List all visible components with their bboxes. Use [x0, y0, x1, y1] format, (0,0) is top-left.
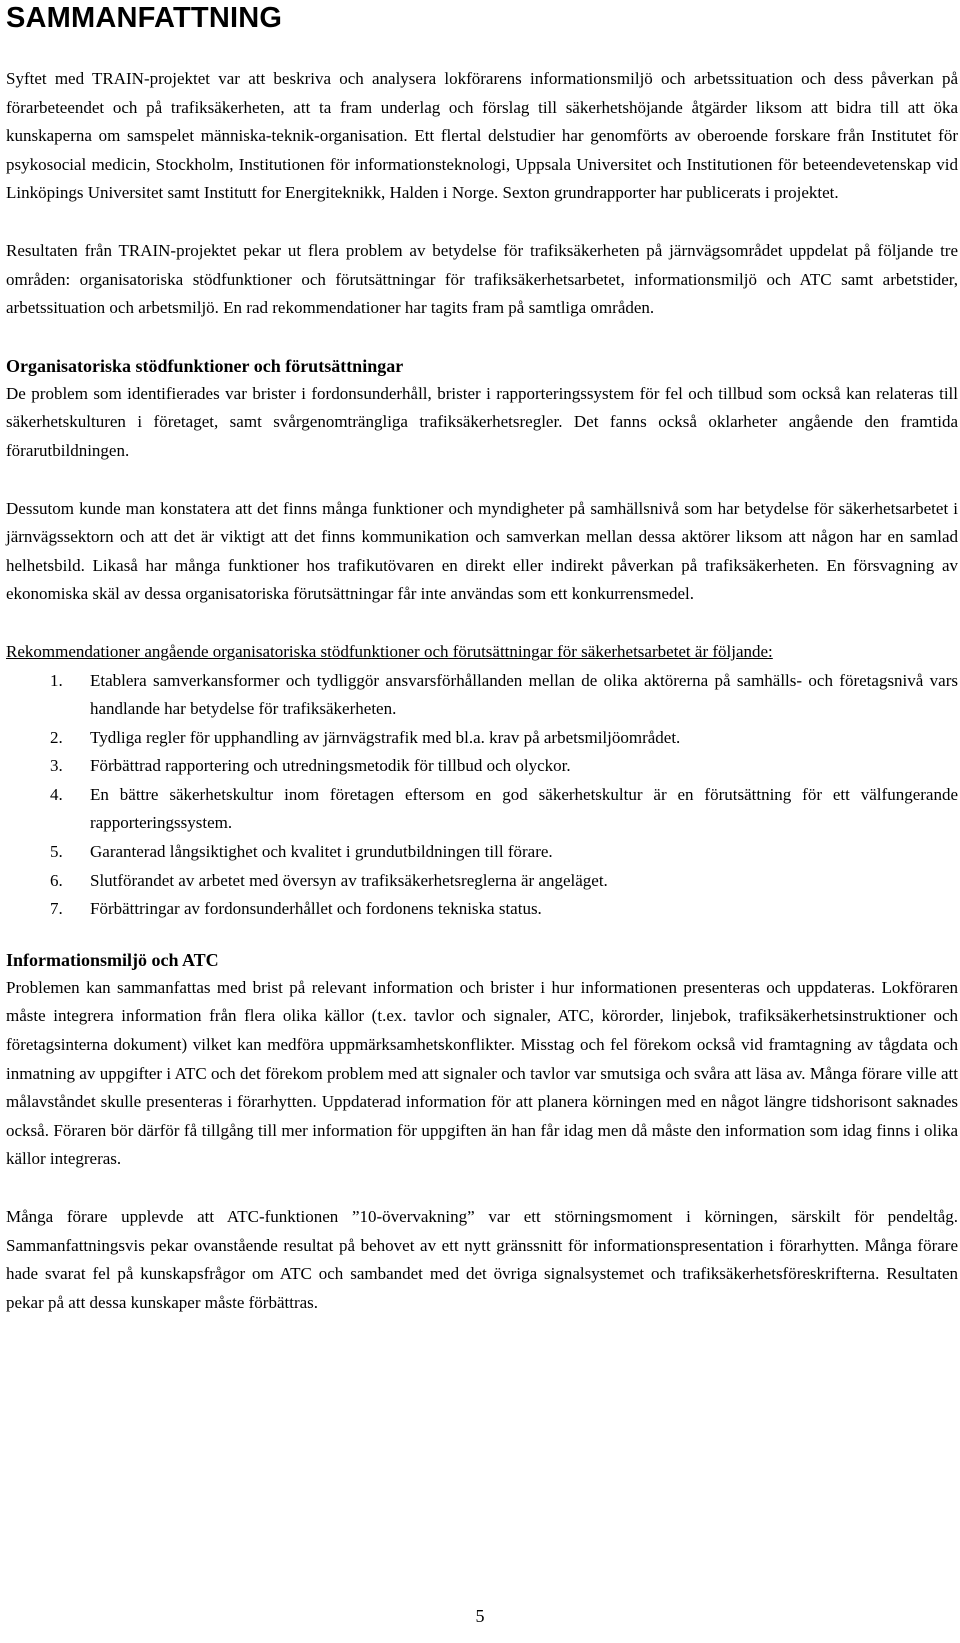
list-item: [6, 895, 958, 924]
list-item-text: Förbättrad rapportering och utredningsmetodik för tillbud och olyckor.: [90, 756, 571, 776]
page-number: 5: [475, 1606, 485, 1626]
organisation-paragraph-1: De problem som identifierades var brister i fordonsunderhåll, brister i rapporteringssystem för fel och tillbud som också kan relateras till säkerhetskulturen i företaget, samt svårgenomträngliga trafiksäkerhetsregler. Det fanns också oklarheter angående den framtida förarutbildningen.: [6, 383, 958, 460]
list-item-number: 3.: [50, 756, 63, 776]
list-item: [6, 838, 958, 867]
list-item-text: En bättre säkerhetskultur inom företagen eftersom en god säkerhetskultur är en förutsättning för ett välfungerande rapporteringssystem.: [90, 784, 958, 833]
section-heading-information: Informationsmiljö och ATC: [6, 949, 219, 970]
list-item: [6, 667, 958, 724]
list-item-text: Garanterad långsiktighet och kvalitet i grundutbildningen till förare.: [90, 842, 553, 862]
list-item: [6, 724, 958, 753]
list-item-number: 1.: [50, 670, 63, 690]
information-paragraph-2: Många förare upplevde att ATC-funktionen ”10-övervakning” var ett störningsmoment i körningen, särskilt för pendeltåg. Sammanfattningsvis pekar ovanstående resultat på behovet av ett nytt gränssnitt för informationspresentation i förarhytten. Många förare hade svarat fel på kunskapsfrågor om ATC och sambandet med det övriga signalsystemet och trafiksäkerhetsföreskrifterna. Resultaten pekar på att dessa kunskaper måste förbättras.: [6, 1207, 958, 1312]
list-item-text: Förbättringar av fordonsunderhållet och fordonens tekniska status.: [90, 899, 542, 919]
recommendations-list: [6, 667, 958, 924]
intro-paragraph: Syftet med TRAIN-projektet var att beskriva och analysera lokförarens informationsmiljö och arbetssituation och dess påverkan på förarbeteendet och på trafiksäkerheten, att ta fram underlag och förslag till säkerhetshöjande åtgärder liksom att bidra till att öka kunskaperna om samspelet människa-teknik-organisation. Ett flertal delstudier har genomförts av oberoende forskare från Institutet för psykosocial medicin, Stockholm, Institutionen för informationsteknologi, Uppsala Universitet och Institutionen för beteendevetenskap vid Linköpings Universitet samt Institutt for Energiteknikk, Halden i Norge. Sexton grundrapporter har publicerats i projektet.: [6, 69, 958, 203]
list-item: [6, 867, 958, 896]
page-title: SAMMANFATTNING: [6, 2, 283, 34]
section-heading-organisation: Organisatoriska stödfunktioner och förutsättningar: [6, 355, 404, 376]
list-item: [6, 781, 958, 838]
information-paragraph-1: Problemen kan sammanfattas med brist på relevant information och brister i hur informationen presenteras och uppdateras. Lokföraren måste integrera information från flera olika källor (t.ex. tavlor och signaler, ATC, körorder, linjebok, trafiksäkerhetsinstruktioner och företagsinterna dokument) vilket kan medföra uppmärksamhetskonflikter. Misstag och fel förekom också vid framtagning av tågdata och inmatning av uppgifter i ATC och det förekom problem med att signaler och tavlor var smutsiga och svåra att läsa av. Många förare ville att målavståndet skulle presenteras i förarhytten. Uppdaterad information för att planera körningen med en något längre tidshorisont saknades också. Föraren bör därför få tillgång till mer information för uppgiften än han får idag men då måste den information som idag finns i olika källor integreras.: [6, 977, 958, 1169]
list-item-number: 4.: [50, 784, 63, 804]
list-item-number: 2.: [50, 727, 63, 747]
list-item-number: 6.: [50, 870, 63, 890]
list-item-text: Etablera samverkansformer och tydliggör ansvarsförhållanden mellan de olika aktörerna på samhälls- och företagsnivå vars handlande har betydelse för trafiksäkerheten.: [90, 670, 958, 719]
list-item-number: 7.: [50, 899, 63, 919]
list-item: [6, 752, 958, 781]
organisation-paragraph-2: Dessutom kunde man konstatera att det finns många funktioner och myndigheter på samhällsnivå som har betydelse för säkerhetsarbetet i järnvägssektorn och att det är viktigt att det finns kommunikation och samverkan mellan dessa aktörer liksom att någon har en samlad helhetsbild. Likaså har många funktioner hos trafikutövaren en direkt eller indirekt påverkan på trafiksäkerheten. En försvagning av ekonomiska skäl av dessa organisatoriska förutsättningar får inte användas som ett konkurrensmedel.: [6, 498, 958, 604]
list-item-number: 5.: [50, 842, 63, 862]
list-item-text: Slutförandet av arbetet med översyn av trafiksäkerhetsreglerna är angeläget.: [90, 870, 608, 890]
results-paragraph: Resultaten från TRAIN-projektet pekar ut flera problem av betydelse för trafiksäkerheten på järnvägsområdet uppdelat på följande tre områden: organisatoriska stödfunktioner och förutsättningar för trafiksäkerhetsarbetet, informationsmiljö och ATC samt arbetstider, arbetssituation och arbetsmiljö. En rad rekommendationer har tagits fram på samtliga områden.: [6, 240, 958, 318]
document-page: [6, 0, 958, 1317]
list-item-text: Tydliga regler för upphandling av järnvägstrafik med bl.a. krav på arbetsmiljöområdet.: [90, 727, 681, 747]
recommendations-heading: Rekommendationer angående organisatoriska stödfunktioner och förutsättningar för säkerhetsarbetet är följande:: [6, 641, 773, 661]
